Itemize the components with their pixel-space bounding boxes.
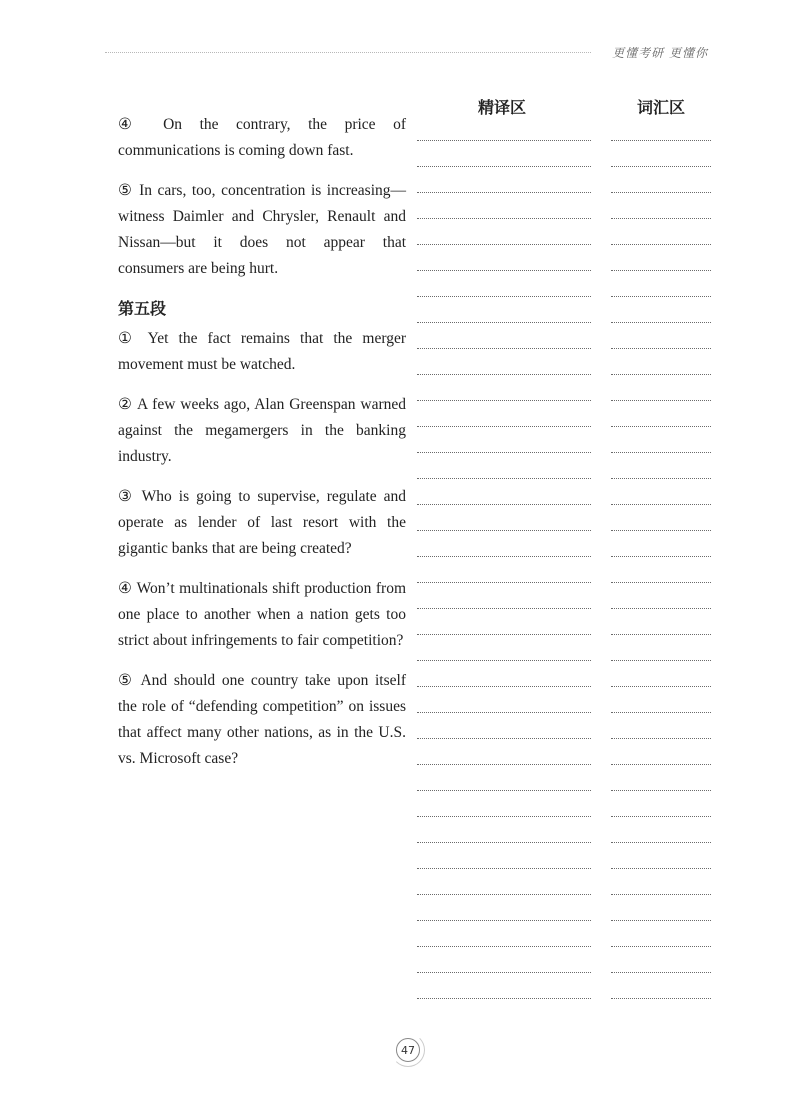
- writing-line: [611, 894, 711, 920]
- translation-column-heading: 精译区: [478, 98, 527, 117]
- writing-line: [417, 400, 591, 426]
- vocabulary-column-heading: 词汇区: [637, 98, 686, 117]
- header-divider: [105, 52, 591, 53]
- header-tagline: 更懂考研 更懂你: [612, 46, 708, 60]
- writing-line: [417, 712, 591, 738]
- writing-line: [611, 920, 711, 946]
- translation-writing-area[interactable]: [417, 140, 591, 1024]
- sentence-p5-3: ③ Who is going to supervise, regulate and operate as lender of last resort with the gigantic banks that are being created?: [118, 488, 406, 557]
- writing-line: [417, 842, 591, 868]
- writing-line: [611, 946, 711, 972]
- writing-line: [417, 608, 591, 634]
- writing-line: [417, 738, 591, 764]
- writing-line: [611, 478, 711, 504]
- page-number: 47: [396, 1038, 420, 1062]
- writing-line: [611, 582, 711, 608]
- writing-line: [611, 816, 711, 842]
- sentence-p5-4: ④ Won’t multinationals shift production from one place to another when a nation gets too strict about infringements to fair competition?: [118, 580, 406, 649]
- writing-line: [611, 868, 711, 894]
- writing-line: [417, 530, 591, 556]
- writing-line: [417, 582, 591, 608]
- writing-line: [611, 842, 711, 868]
- writing-line: [611, 660, 711, 686]
- writing-line: [611, 270, 711, 296]
- writing-line: [417, 296, 591, 322]
- writing-line: [417, 764, 591, 790]
- writing-line: [417, 218, 591, 244]
- writing-line: [417, 816, 591, 842]
- writing-line: [417, 270, 591, 296]
- sentence-p5-2: ② A few weeks ago, Alan Greenspan warned against the megamergers in the banking industry.: [118, 396, 406, 465]
- writing-line: [611, 374, 711, 400]
- writing-line: [417, 920, 591, 946]
- section-heading: 第五段: [118, 299, 167, 318]
- writing-line: [611, 166, 711, 192]
- writing-line: [417, 322, 591, 348]
- writing-line: [417, 998, 591, 1024]
- writing-line: [611, 244, 711, 270]
- writing-line: [611, 296, 711, 322]
- writing-line: [611, 998, 711, 1024]
- sentence-p5-1: ① Yet the fact remains that the merger movement must be watched.: [118, 330, 406, 373]
- writing-line: [611, 634, 711, 660]
- vocabulary-writing-area[interactable]: [611, 140, 711, 1024]
- writing-line: [417, 504, 591, 530]
- writing-line: [611, 426, 711, 452]
- writing-line: [417, 972, 591, 998]
- sentence-p4-5: ⑤ In cars, too, concentration is increasing—witness Daimler and Chrysler, Renault and Nissan—but it does not appear that consumers are being hurt.: [118, 182, 406, 277]
- writing-line: [611, 790, 711, 816]
- writing-line: [611, 738, 711, 764]
- sentence-p5-5: ⑤ And should one country take upon itself the role of “defending competition” on issues that affect many other nations, as in the U.S. vs. Microsoft case?: [118, 672, 406, 767]
- writing-line: [417, 140, 591, 166]
- writing-line: [611, 712, 711, 738]
- writing-line: [611, 218, 711, 244]
- writing-line: [417, 686, 591, 712]
- writing-line: [417, 166, 591, 192]
- writing-line: [417, 426, 591, 452]
- writing-line: [417, 556, 591, 582]
- writing-line: [417, 790, 591, 816]
- writing-line: [611, 608, 711, 634]
- writing-line: [417, 348, 591, 374]
- writing-line: [611, 556, 711, 582]
- writing-line: [611, 322, 711, 348]
- writing-line: [417, 868, 591, 894]
- writing-line: [611, 452, 711, 478]
- writing-line: [417, 374, 591, 400]
- writing-line: [611, 192, 711, 218]
- writing-line: [417, 452, 591, 478]
- writing-line: [417, 244, 591, 270]
- writing-line: [611, 764, 711, 790]
- writing-line: [417, 634, 591, 660]
- sentence-p4-4: ④ On the contrary, the price of communications is coming down fast.: [118, 116, 406, 159]
- writing-line: [611, 348, 711, 374]
- reading-text-column: [118, 112, 406, 786]
- writing-line: [417, 478, 591, 504]
- writing-line: [611, 972, 711, 998]
- writing-line: [417, 192, 591, 218]
- writing-line: [611, 530, 711, 556]
- writing-line: [417, 660, 591, 686]
- writing-line: [611, 686, 711, 712]
- writing-line: [417, 894, 591, 920]
- writing-line: [611, 140, 711, 166]
- writing-line: [611, 504, 711, 530]
- writing-line: [417, 946, 591, 972]
- writing-line: [611, 400, 711, 426]
